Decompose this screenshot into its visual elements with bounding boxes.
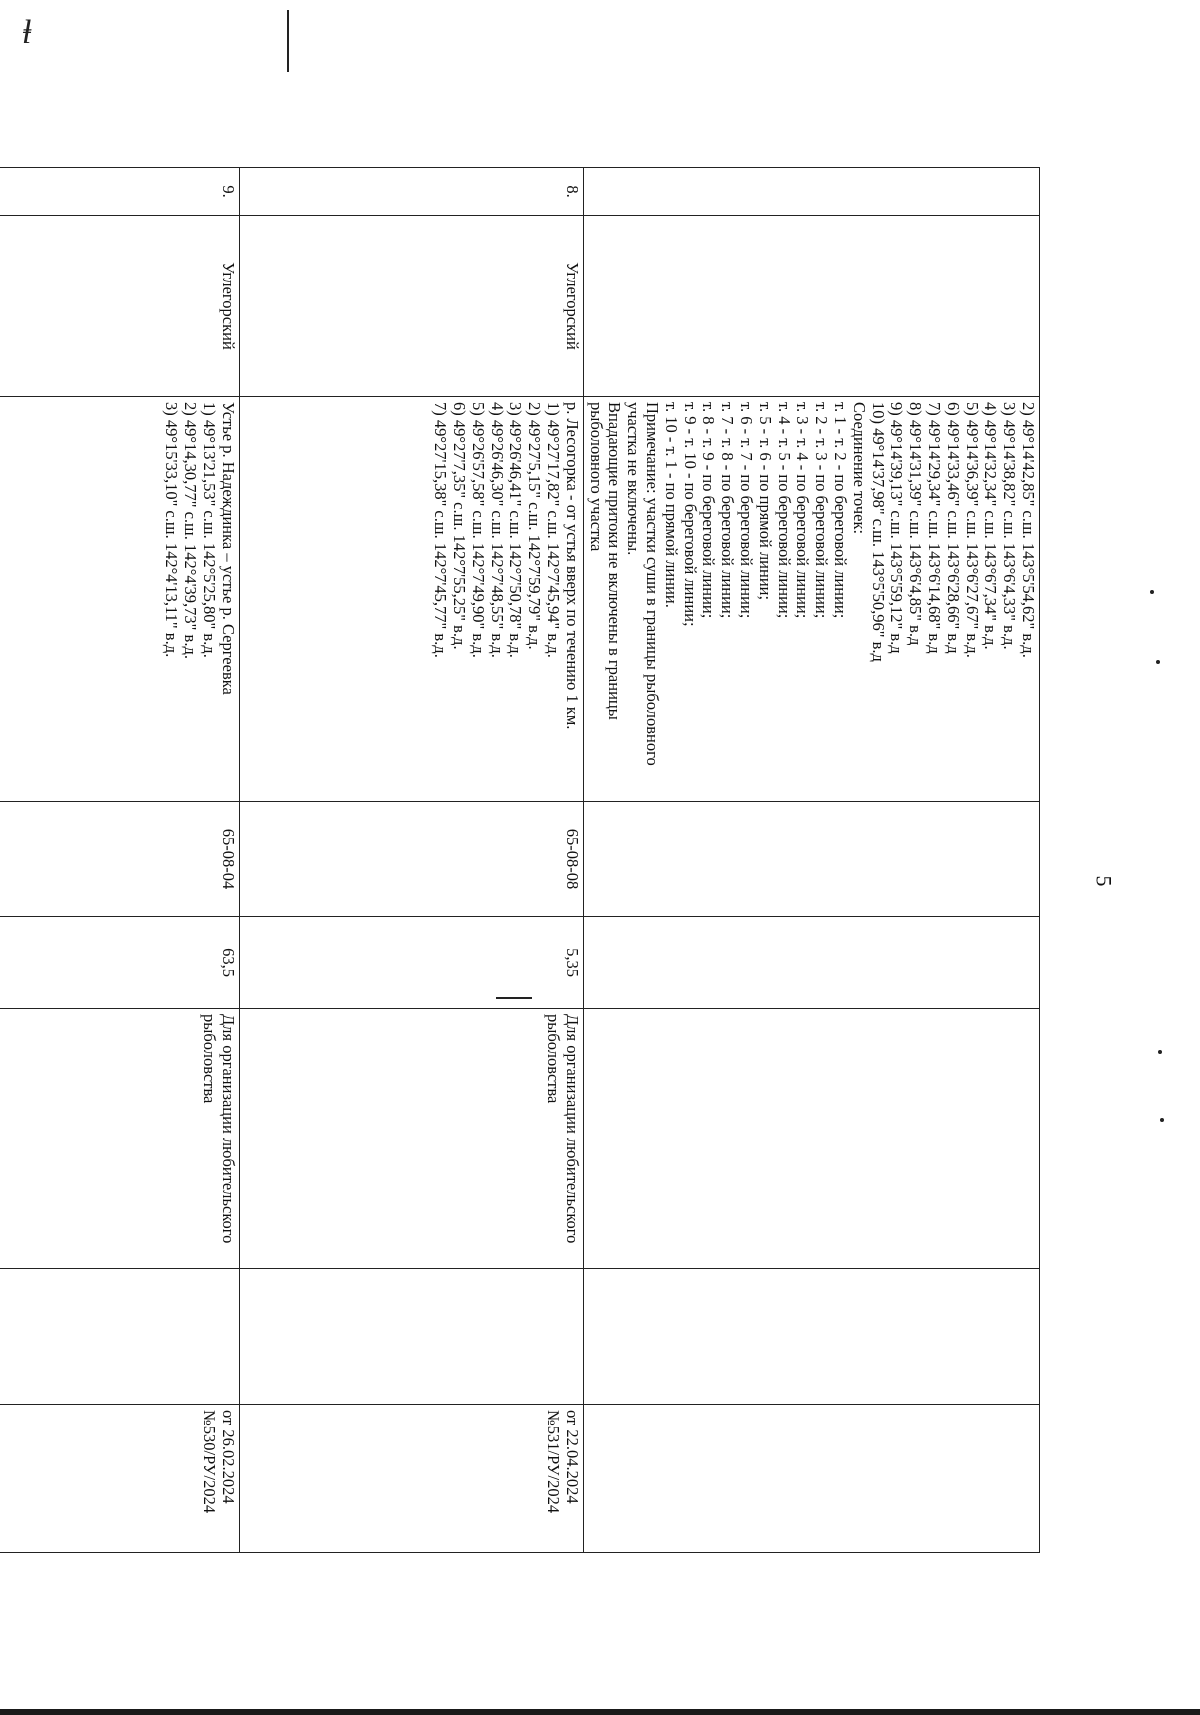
- document-number: №531/РУ/2024: [544, 1410, 564, 1514]
- cell-document: [0, 1405, 239, 1553]
- cell-document: [239, 1405, 583, 1553]
- scan-speck: [1156, 660, 1160, 664]
- coord-line: 7) 49°14'29,34" с.ш. 143°6'14,68" в.д: [925, 402, 945, 654]
- scan-dash-mark: [496, 997, 532, 999]
- district-name: Углегорский: [239, 216, 583, 397]
- connection-line: т. 10 - т. 1 - по прямой линии.: [661, 402, 681, 608]
- connection-line: т. 3 - т. 4 - по береговой линии;: [793, 402, 813, 619]
- coord-line: 7) 49°27'15,38" с.ш. 142°7'45,77" в.д.: [431, 402, 451, 658]
- site-purpose: Для организации любительского рыболовства: [239, 1009, 583, 1269]
- row-number: 8.: [239, 168, 583, 216]
- page-number: 5: [1091, 875, 1117, 887]
- cell-district: [583, 216, 1039, 397]
- coord-line: 8) 49°14'31,39" с.ш. 143°6'4,85" в.д: [906, 402, 926, 646]
- cell-code: [583, 802, 1039, 917]
- coord-line: 3) 49°26'46,41" с.ш. 142°7'50,78" в.д.: [506, 402, 526, 658]
- coord-line: 10) 49°14'37,98" с.ш. 143°5'50,96" в.д: [868, 402, 888, 662]
- fishing-sites-table-rotated: [115, 167, 1040, 1552]
- cell-blank: [239, 1269, 583, 1405]
- coord-line: 3) 49°14'38,82" с.ш. 143°6'4,33" в.д.: [1000, 402, 1020, 650]
- district-name: Углегорский: [0, 216, 239, 397]
- coord-line: 3) 49°15'33,10" с.ш. 142°4'13,11" в.д.: [162, 402, 182, 658]
- connection-line: т. 1 - т. 2 - по береговой линии;: [831, 402, 851, 619]
- row-number: 9.: [0, 168, 239, 216]
- water-body-text: Устье р. Надеждинка – устье р. Сергеевка: [218, 402, 238, 695]
- coord-line: 6) 49°27'7,35" с.ш. 142°7'55,25" в.д.: [450, 402, 470, 650]
- connection-line: т. 2 - т. 3 - по береговой линии;: [812, 402, 832, 619]
- site-purpose: Для организации любительского рыболовства: [0, 1009, 239, 1269]
- cell-blank: [0, 1269, 239, 1405]
- coord-line: 4) 49°14'32,34" с.ш. 143°6'7,34" в.д.: [981, 402, 1001, 650]
- connection-line: т. 9 - т. 10 - по береговой линии;: [680, 402, 700, 627]
- coord-line: 1) 49°27'17,82" с.ш. 142°7'45,94" в.д.: [544, 402, 564, 658]
- site-area-value: 5,35: [562, 948, 582, 977]
- cell-boundaries: [239, 397, 583, 802]
- coord-line: 5) 49°14'36,39" с.ш. 143°6'27,67" в.д.: [962, 402, 982, 658]
- document-date: от 26.02.2024: [218, 1410, 238, 1504]
- handwritten-mark: ⱡ: [22, 14, 32, 51]
- connection-line: т. 5 - т. 6 - по прямой линии;: [755, 402, 775, 601]
- coord-line: 5) 49°26'57,58" с.ш. 142°7'49,90" в.д.: [468, 402, 488, 658]
- scan-bottom-edge: [0, 1709, 1200, 1715]
- scan-speck: [1160, 1118, 1164, 1122]
- cell-document: [583, 1405, 1039, 1553]
- site-area: 63,5: [0, 917, 239, 1009]
- connection-line: т. 6 - т. 7 - по береговой линии;: [737, 402, 757, 619]
- table-row: [0, 168, 239, 1553]
- table-row-continuation: [583, 168, 1039, 1553]
- cell-area: [583, 917, 1039, 1009]
- coord-line: 2) 49°27'5,15" с.ш. 142°7'59,79" в.д.: [525, 402, 545, 650]
- scan-speck: [1150, 590, 1154, 594]
- site-code: 65-08-04: [0, 802, 239, 917]
- coord-line: 1) 49°13'21,53" с.ш. 142°5'25,80" в.д.: [200, 402, 220, 658]
- table-row: [239, 168, 583, 1553]
- connection-line: т. 7 - т. 8 - по береговой линии;: [718, 402, 738, 619]
- cell-blank: [583, 1269, 1039, 1405]
- fishing-sites-table: [0, 167, 1040, 1553]
- site-area: [239, 917, 583, 1009]
- connection-title: Соединение точек:: [849, 402, 869, 535]
- cell-boundaries: [0, 397, 239, 802]
- tributaries-text: Впадающие притоки не включены в границы рыболовного участка: [586, 402, 625, 720]
- coord-line: 6) 49°14'33,46" с.ш. 143°6'28,66" в.д: [943, 402, 963, 654]
- cell-num: [583, 168, 1039, 216]
- site-code: 65-08-08: [239, 802, 583, 917]
- scan-speck: [1158, 1050, 1162, 1054]
- coord-line: 9) 49°14'39,13" с.ш. 143°5'59,12" в.д: [887, 402, 907, 654]
- coord-line: 2) 49°14,30,77" с.ш. 142°4'39,73" в.д.: [181, 402, 201, 659]
- cell-purpose: [583, 1009, 1039, 1269]
- connection-line: т. 8 - т. 9 - по береговой линии;: [699, 402, 719, 619]
- document-date: от 22.04.2024: [562, 1410, 582, 1504]
- coord-line: 4) 49°26'46,30" с.ш. 142°7'48,55" в.д.: [487, 402, 507, 658]
- document-number: №530/РУ/2024: [200, 1410, 220, 1514]
- cell-boundaries: [583, 397, 1039, 802]
- note-text: Примечание: участки суши в границы рыболовного участка не включены.: [624, 402, 663, 766]
- connection-line: т. 4 - т. 5 - по береговой линии;: [774, 402, 794, 619]
- scan-line-mark: [287, 10, 289, 72]
- coord-line: 2) 49°14'42,85" с.ш. 143°5'54,62" в.д.: [1019, 402, 1038, 658]
- water-body-text: р. Лесогорка - от устья вверх по течению 1 км.: [562, 402, 582, 730]
